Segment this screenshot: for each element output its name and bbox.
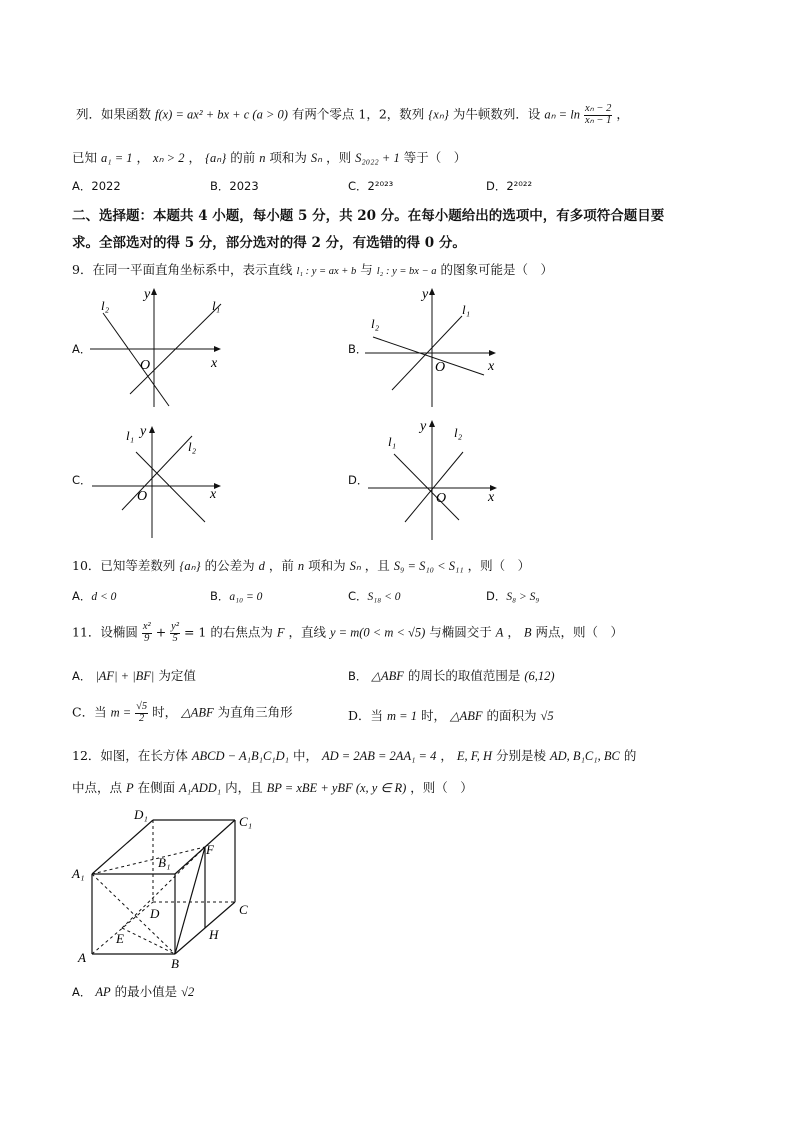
q9-l2: l₂ : y = bx − a [376,266,437,277]
q9-option-b-label: B． [348,342,368,356]
y-arrow-icon [429,288,435,295]
q11-line: y = m(0 < m < √5) [329,625,426,640]
label-b: B [171,956,179,971]
q8-function: f(x) = ax² + bx + c (a > 0) [155,107,288,122]
edge-a1-d1 [92,820,153,874]
q11-frac-y: $\frac{\text{y²}}{5}$ [171,621,179,644]
q10-stem: 10．已知等差数列 {aₙ} 的公差为 d ，前 n 项和为 Sₙ ，且 S₉ = S₁₀ < S₁₁ ，则（ ） [72,558,531,573]
q8-mid: 有两个零点 1，2，数列 [291,106,425,122]
label-a1: A₁ [72,866,85,881]
label-d: D [150,906,160,921]
q10-condition: S₉ = S₁₀ < S₁₁ [393,559,464,573]
q8-an-def: aₙ = ln [544,107,580,122]
y-label: y [420,419,427,434]
q11-option-c: C．当 m = $\frac{√5}{2}$ 时， △ABF 为直角三角形 [72,701,293,724]
q8-expr: S₂₀₂₂ + 1 [355,151,400,165]
label-f: F [206,842,214,857]
label-a: A [78,950,86,965]
q12-line1: 12．如图，在长方体 ABCD − A₁B₁C₁D₁ 中， AD = 2AB = 2AA₁ = 4 ， E, F, H 分别是棱 AD, B₁C₁, BC 的 [72,748,637,763]
q9-graph-a [90,282,230,410]
section-heading-line1: 二、选择题：本题共 4 小题，每小题 5 分，共 20 分。在每小题给出的选项中，有多项符合题目要 [72,208,665,224]
segment-be-hidden [122,928,175,954]
line-l1 [394,454,459,520]
q12-line2: 中点，点 P 在侧面 A₁ADD₁ 内，且 BP = xBE + yBF (x, y ∈ R) ，则（ ） [72,780,473,795]
q9-option-c-label: C． [72,473,92,487]
label-c1: C₁ [239,814,253,829]
q10-option-a: A．d < 0 [72,589,117,603]
q8-a1: a₁ = 1 [101,151,133,165]
q8-fraction: $\frac{\text{xₙ − 2}}{\text{xₙ − 1}}$ [584,103,612,126]
q9-option-d-label: D． [348,473,369,487]
q11-option-d: D．当 m = 1 时， △ABF 的面积为 √5 [348,708,554,723]
q8-option-a: A．2022 [72,179,121,193]
label-e: E [116,931,124,946]
q8-option-d: D．2²⁰²² [486,179,533,193]
q12-vector-eq: BP = xBE + yBF (x, y ∈ R) [266,781,407,795]
q8-line2: 已知 a₁ = 1 ， xₙ > 2 ， {aₙ} 的前 n 项和为 Sₙ ，则 S₂₀₂₂ + 1 等于（ ） [72,150,467,165]
q8-line1: 列．如果函数 f(x) = ax² + bx + c (a > 0) 有两个零点 1，2，数列 {xₙ} 为牛顿数列．设 aₙ = ln $\frac{\text{xₙ − 2}}{\text{xₙ − 1}}$ ， [76,103,629,126]
q11-stem: 11．设椭圆 $\frac{\text{x²}}{9}$ + $\frac{\text{y²}}{5}$ = 1 的右焦点为 F ，直线 y = m(0 < m < √5) 与椭圆交于 A ， B 两点，则（ ） [72,621,624,644]
y-label: y [140,424,147,439]
q10-option-d: D．S₈ > S₉ [486,589,540,603]
x-arrow-icon [489,350,496,356]
q11-option-b: B． △ABF 的周长的取值范围是 (6,12) [348,668,555,683]
segment-a1-f-hidden [92,847,205,874]
line-l2 [136,452,205,522]
q9-l1: l₁ : y = ax + b [296,266,357,277]
origin-label: O [435,360,446,375]
line-l2 [405,452,463,522]
q9-graph-d [368,412,508,544]
q11-option-a: A． |AF| + |BF| 为定值 [72,668,196,683]
section-heading-line2: 求。全部选对的得 5 分，部分选对的得 2 分，有选错的得 0 分。 [72,235,466,251]
q10-option-c: C．S₁₈ < 0 [348,589,401,603]
segment-bf [175,847,205,954]
l1-label: l₁ [126,428,135,443]
line-l2 [103,313,169,406]
q8-option-c: C．2²⁰²³ [348,179,394,193]
q9-graph-c [92,418,232,546]
q11-frac-x: $\frac{\text{x²}}{9}$ [142,621,151,644]
origin-label: O [137,489,148,504]
y-arrow-icon [149,426,155,433]
y-arrow-icon [429,420,435,427]
y-label: y [144,287,151,302]
x-label: x [488,490,495,505]
x-label: x [210,487,217,502]
q8-prefix: 列．如果函数 [76,106,152,122]
label-d1: D₁ [134,807,148,822]
l2-label: l₂ [454,425,463,440]
label-h: H [209,927,219,942]
segment-a1-b-hidden [92,874,175,954]
q9-graph-b [365,282,505,410]
origin-label: O [436,491,447,506]
q12-option-a: A． AP 的最小值是 √2 [72,984,195,999]
q12-cuboid-figure [70,806,270,972]
y-label: y [422,287,429,302]
x-arrow-icon [214,346,221,352]
x-label: x [488,359,495,374]
q9-option-a-label: A． [72,342,92,356]
q8-option-b: B．2023 [210,179,259,193]
l1-label: l₁ [462,302,471,317]
l2-label: l₂ [371,316,380,331]
label-b1: B₁ [158,855,171,870]
q9-stem: 9．在同一平面直角坐标系中，表示直线 l₁ : y = ax + b 与 l₂ : y = bx − a 的图象可能是（ ） [72,262,554,277]
q8-mid2: 为牛顿数列．设 [452,106,541,122]
l2-label: l₂ [188,439,197,454]
y-arrow-icon [151,288,157,295]
x-label: x [211,356,218,371]
origin-label: O [140,358,151,373]
q8-seq: {xₙ} [428,107,449,122]
l1-label: l₁ [388,434,397,449]
line-l2 [373,337,484,375]
label-c: C [239,902,248,917]
l2-label: l₂ [101,298,110,313]
q10-option-b: B．a₁₀ = 0 [210,589,263,603]
q8-xn: xₙ > 2 [153,151,185,165]
line-l1 [122,436,192,510]
l1-label: l₁ [212,298,221,313]
